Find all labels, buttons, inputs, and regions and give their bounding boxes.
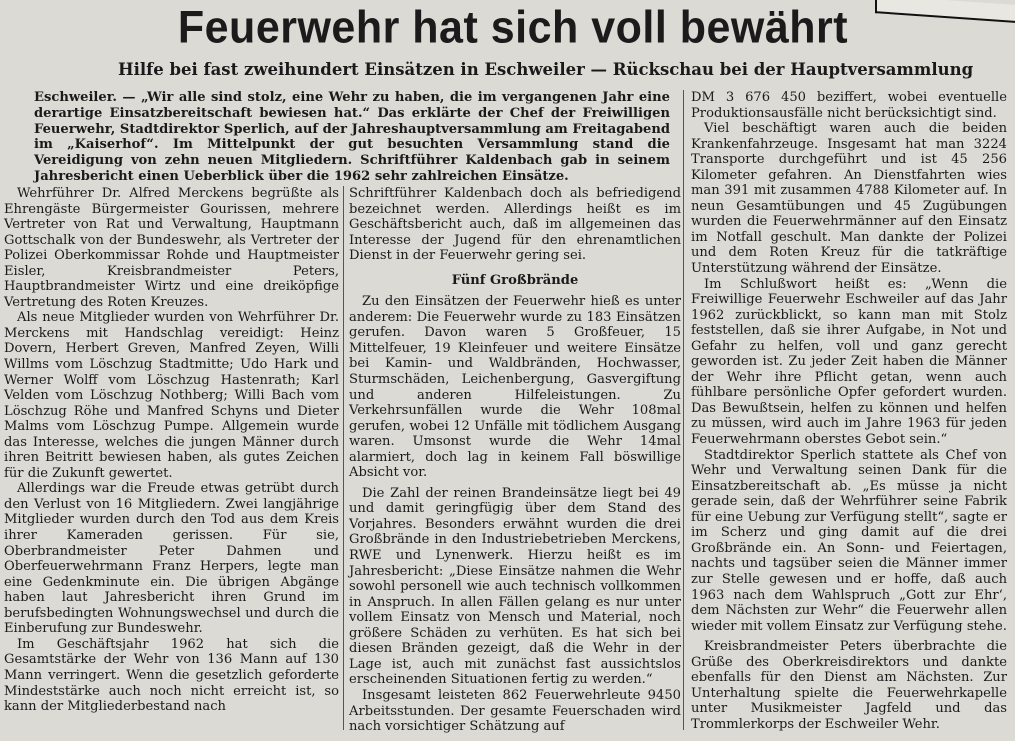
paragraph: Schriftführer Kaldenbach doch als befriedigend bezeichnet werden. Allerdings heißt es im Geschäftsbericht auch, daß im allgemeinen das Interesse der Jugend für den ehrenamtlichen Dienst in der Feuerwehr gering sei. bbox=[349, 186, 681, 264]
paragraph: Viel beschäftigt waren auch die beiden Krankenfahrzeuge. Insgesamt hat man 3224 Transporte durchgeführt und ist 45 256 Kilometer gefahren. An Dienstfahrten wies man 391 mit zusammen 4788 Kilometer auf. In neun Gesamtübungen und 45 Zugübungen wurden die Feuerwehrmänner auf den Einsatz im Notfall geschult. Man dankte der Polizei und dem Roten Kreuz für die tatkräftige Unterstützung während der Einsätze. bbox=[691, 121, 1007, 277]
paragraph: Die Zahl der reinen Brandeinsätze liegt bei 49 und damit geringfügig über dem Stand des Vorjahres. Besonders erwähnt wurden die drei Großbrände in den Industriebetrieben Merckens, RWE und Lynenwerk. Hierzu heißt es im Jahresbericht: „Diese Einsätze nahmen die Wehr sowohl personell wie auch technisch vollkommen in Anspruch. In allen Fällen gelang es nur unter vollem Einsatz von Mensch und Material, noch größere Schäden zu verhüten. Es hat sich bei diesen Bränden gezeigt, daß die Wehr in der Lage ist, auch mit zunächst fast aussichtslos erscheinenden Situationen fertig zu werden.“ bbox=[349, 485, 681, 688]
paragraph: Insgesamt leisteten 862 Feuerwehrleute 9450 Arbeitsstunden. Der gesamte Feuerschaden wird nach vorsichtiger Schätzung auf bbox=[349, 687, 681, 735]
paragraph: Kreisbrandmeister Peters überbrachte die Grüße des Oberkreisdirektors und dankte ebenfalls für den Dienst am Nächsten. Zur Unterhaltung spielte die Feuerwehrkapelle unter Musikmeister Jagfeld und das Trommlerkorps der Eschweiler Wehr. bbox=[691, 639, 1007, 732]
paragraph: DM 3 676 450 beziffert, wobei eventuelle Produktionsausfälle nicht berücksichtigt sind. bbox=[691, 90, 1007, 121]
headline: Feuerwehr hat sich voll bewährt bbox=[177, 2, 849, 54]
lead-paragraph: Eschweiler. — „Wir alle sind stolz, eine Wehr zu haben, die im vergangenen Jahr eine derartige Einsatzbereitschaft bewiesen hat.“ Das erklärte der Chef der Freiwilligen Feuerwehr, Stadtdirektor Sperlich, auf der Jahreshauptversammlung am Freitagabend im „Kaiserhof“. Im Mittelpunkt der gut besuchten Versammlung stand die Vereidigung von zehn neuen Mitgliedern. Schriftführer Kaldenbach gab in seinem Jahresbericht einen Ueberblick über die 1962 sehr zahlreichen Einsätze. bbox=[34, 90, 670, 184]
column-rule-left bbox=[343, 186, 344, 730]
paragraph: Allerdings war die Freude etwas getrübt durch den Verlust von 16 Mitgliedern. Zwei langjährige Mitglieder wurden durch den Tod aus dem Kreis ihrer Kameraden gerissen. Für sie, Oberbrandmeister Peter Dahmen und Oberfeuerwehrmann Franz Herpers, legte man eine Gedenkminute ein. Die übrigen Abgänge haben laut Jahresbericht ihren Grund im berufsbedingten Wohnungswechsel und durch die Einberufung zur Bundeswehr. bbox=[4, 481, 339, 637]
paragraph: Im Geschäftsjahr 1962 hat sich die Gesamtstärke der Wehr von 136 Mann auf 130 Mann verringert. Wenn die gesetzlich geforderte Mindeststärke auch noch nicht erreicht ist, so kann der Mitgliederbestand nach bbox=[4, 636, 339, 715]
subheadline: Hilfe bei fast zweihundert Einsätzen in Eschweiler — Rückschau bei der Hauptversammlung bbox=[118, 60, 974, 79]
paragraph: Stadtdirektor Sperlich stattete als Chef von Wehr und Verwaltung seinen Dank für die Einsatzbereitschaft ab. „Es müsse ja nicht gerade sein, daß der Wehrführer seine Fabrik für eine Uebung zur Verfügung stellt“, sagte er im Scherz und ging damit auf die drei Großbrände ein. An Sonn- und Feiertagen, nachts und tagsüber seien die Männer immer zur Stelle gewesen und er hoffe, daß auch 1963 nach dem Wahlspruch „Gott zur Ehr‘, dem Nächsten zur Wehr“ die Feuerwehr allen wieder mit vollem Einsatz zur Verfügung stehe. bbox=[691, 447, 1007, 634]
section-subtitle: Fünf Großbrände bbox=[451, 272, 579, 288]
paragraph: Zu den Einsätzen der Feuerwehr hieß es unter anderem: Die Feuerwehr wurde zu 183 Einsätzen gerufen. Davon waren 5 Großfeuer, 15 Mittelfeuer, 19 Kleinfeuer und weitere Einsätze bei Kamin- und Waldbränden, Hochwasser, Sturmschäden, Leichenbergung, Gasvergiftung und anderen Hilfeleistungen. Zu Verkehrsunfällen wurde die Wehr 108mal gerufen, wobei 12 Unfälle mit tödlichem Ausgang waren. Umsonst wurde die Wehr 14mal alarmiert, doch lag in keinem Fall böswillige Absicht vor. bbox=[349, 294, 681, 481]
paragraph: Als neue Mitglieder wurden von Wehrführer Dr. Merckens mit Handschlag vereidigt: Heinz Dovern, Herbert Greven, Manfred Zeyen, Willi Willms vom Löschzug Stadtmitte; Udo Hark und Werner Wolff vom Löschzug Hastenrath; Karl Velden vom Löschzug Nothberg; Willi Bach vom Löschzug Röhe und Manfred Schyns und Dieter Malms vom Löschzug Pumpe. Allgemein wurde das Interesse, welches die jungen Männer durch ihren Beitritt bewiesen haben, als gutes Zeichen für die Zukunft gewertet. bbox=[4, 310, 339, 481]
paragraph: Wehrführer Dr. Alfred Merckens begrüßte als Ehrengäste Bürgermeister Gourissen, mehrere Vertreter von Rat und Verwaltung, Hauptmann Gottschalk von der Bundeswehr, als Vertreter der Polizei Oberkommissar Rohde und Hauptmeister Eisler, Kreisbrandmeister Peters, Hauptbrandmeister Wirtz und eine dreiköpfige Vertretung des Roten Kreuzes. bbox=[4, 186, 339, 310]
paragraph: Im Schlußwort heißt es: „Wenn die Freiwillige Feuerwehr Eschweiler auf das Jahr 1962 zurückblickt, so kann man mit Stolz feststellen, daß sie ihrer Aufgabe, in Not und Gefahr zu helfen, voll und ganz gerecht geworden ist. Zu jeder Zeit haben die Männer der Wehr ihre Pflicht getan, wenn auch fühlbare persönliche Opfer gefordert wurden. Das Bewußtsein, helfen zu können und helfen zu müssen, wird auch im Jahre 1963 für jeden Feuerwehrmann oberstes Gebot sein.“ bbox=[691, 276, 1007, 448]
column-1 bbox=[4, 186, 339, 715]
column-rule-right bbox=[683, 90, 684, 730]
column-3 bbox=[691, 90, 1007, 732]
column-2 bbox=[349, 186, 681, 735]
